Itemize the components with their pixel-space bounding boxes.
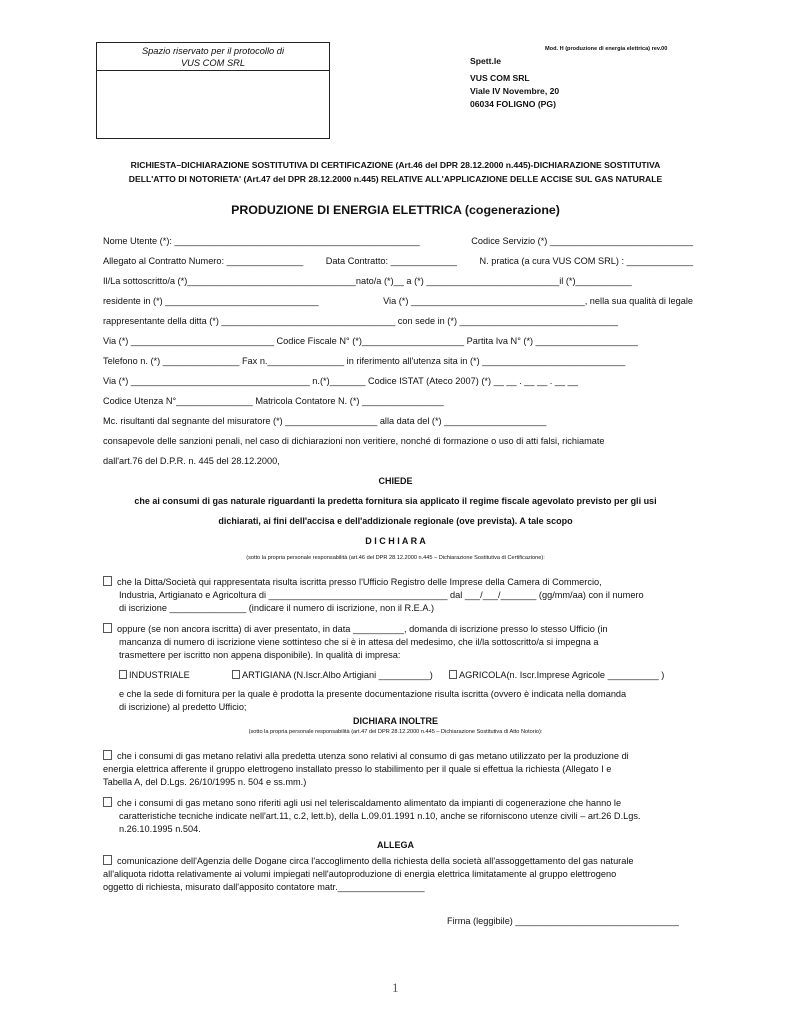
dichiara-item2-line3: trasmettere per iscritto non appena disponibile). In qualità di impresa: [119, 650, 401, 660]
dichiara-item2 [103, 623, 608, 662]
checkbox-teleriscaldamento[interactable] [103, 797, 112, 807]
codice-utenza-field[interactable]: Codice Utenza N°_______________ Matricola Contatore N. (*) ________________ [103, 396, 444, 406]
sottoscritto-field[interactable]: Il/La sottoscritto/a (*)_________________________________nato/a (*)__ a (*) __________________________il (*)___________ [103, 276, 632, 286]
dichiara-item2-line1: oppure (se non ancora iscritta) di aver presentato, in data __________, domanda di iscrizione presso lo stesso Ufficio (in [117, 624, 608, 634]
residente-field[interactable]: residente in (*) ______________________________ [103, 296, 319, 306]
protocol-box-line1: Spazio riservato per il protocollo di [141, 46, 285, 56]
inoltre-item1-line3: Tabella A, del D.Lgs. 26/10/1995 n. 504 e ss.mm.) [103, 777, 307, 787]
sede-line1: e che la sede di fornitura per la quale è prodotta la presente documentazione risulta iscritta (ovvero è indicata nella domanda [119, 689, 627, 699]
chiede-title: CHIEDE [378, 476, 413, 486]
impresa-option-artigiana [232, 670, 433, 680]
codice-fiscale-field[interactable]: Via (*) ____________________________ Codice Fiscale N° (*)____________________ Partita Iva N° (*) ____________________ [103, 336, 638, 346]
sede-fornitura-text [119, 688, 626, 714]
allega-line2: all'aliquota ridotta relativamente ai volumi impiegati nell'autoproduzione di energia elettrica limitatamente al gruppo elettrogeno [103, 869, 617, 879]
inoltre-item2 [103, 797, 640, 836]
inoltre-note: (sotto la propria personale responsabilità (art.47 del DPR 28.12.2000 n.445 – Dichiarazione Sostitutiva di Atto Notorio): [248, 729, 543, 735]
form-row-ditta [103, 316, 693, 326]
sede-line2: di iscrizione) al predetto Ufficio; [119, 702, 247, 712]
option-industriale-label: INDUSTRIALE [129, 670, 190, 680]
option-artigiana-label: ARTIGIANA (N.Iscr.Albo Artigiani __________) [242, 670, 433, 680]
form-row-istat [103, 376, 693, 386]
checkbox-artigiana[interactable] [232, 670, 240, 679]
dichiara-item1-line2: Industria, Artigianato e Agricoltura di ___________________________________ dal ___/___/_______ (gg/mm/aa) con il numero [119, 590, 644, 600]
nome-utente-field[interactable]: Nome Utente (*): ________________________________________________ [103, 236, 420, 246]
form-row-contratto [103, 256, 693, 266]
codice-istat-field[interactable]: Via (*) ___________________________________ n.(*)_______ Codice ISTAT (Ateco 2007) (*) __ __ . __ __ . __ __ [103, 376, 578, 386]
misuratore-field[interactable]: Mc. risultanti dal segnante del misuratore (*) __________________ alla data del (*) ____________________ [103, 416, 547, 426]
inoltre-item1-line1: che i consumi di gas metano relativi alla predetta utenza sono relativi al consumo di gas metano utilizzato per la produzione di [117, 751, 629, 761]
form-row-sottoscritto [103, 276, 693, 286]
inoltre-item2-line2: caratteristiche tecniche indicate nell'art.11, c.2, lett.b), della L.09.01.1991 n.10, anche se riforniscono utenze civili – art.26 D.Lgs. [119, 811, 641, 821]
telefono-field[interactable]: Telefono n. (*) _______________ Fax n._______________ in riferimento all'utenza sita in (*) ____________________________ [103, 356, 626, 366]
consapevole-text-line2: dall'art.76 del D.P.R. n. 445 del 28.12.2000, [103, 456, 280, 466]
form-row-residente [103, 296, 693, 306]
allegato-contratto-field[interactable]: Allegato al Contratto Numero: _______________ [103, 256, 304, 266]
allega-text [103, 855, 634, 894]
inoltre-item2-line1: che i consumi di gas metano sono riferiti agli usi nel teleriscaldamento alimentato da impianti di cogenerazione che hanno le [117, 798, 622, 808]
addressee-city: 06034 FOLIGNO (PG) [470, 99, 556, 109]
form-title: PRODUZIONE DI ENERGIA ELETTRICA (cogenerazione) [231, 203, 560, 217]
option-agricola-label: AGRICOLA(n. Iscr.Imprese Agricole __________ ) [459, 670, 665, 680]
checkbox-agricola[interactable] [449, 670, 457, 679]
checkbox-non-iscritta[interactable] [103, 623, 112, 633]
checkbox-iscritta[interactable] [103, 576, 112, 586]
chiede-line2: dichiarati, ai fini dell'accisa e dell'addizionale regionale (ove prevista). A tale scopo [218, 516, 573, 526]
dichiara-item2-line2: mancanza di numero di iscrizione viene sottinteso che si è in attesa del medesimo, che il/la sottoscritto/a si impegna a [119, 637, 599, 647]
checkbox-industriale[interactable] [119, 670, 127, 679]
checkbox-produzione-energia[interactable] [103, 750, 112, 760]
protocol-box-line2: VUS COM SRL [180, 58, 246, 68]
firma-field[interactable]: Firma (leggibile) ________________________________ [447, 916, 679, 926]
impresa-option-agricola [449, 670, 664, 680]
numero-pratica-field[interactable]: N. pratica (a cura VUS COM SRL) : _____________ [479, 256, 693, 266]
codice-servizio-field[interactable]: Codice Servizio (*) ____________________________ [471, 236, 693, 246]
data-contratto-field[interactable]: Data Contratto: _____________ [325, 256, 458, 266]
protocol-box-header [97, 43, 329, 71]
heading-line1: RICHIESTA–DICHIARAZIONE SOSTITUTIVA DI CERTIFICAZIONE (Art.46 del DPR 28.12.2000 n.445)-DICHIARAZIONE SOSTITUTIVA [130, 160, 661, 170]
checkbox-allega[interactable] [103, 855, 112, 865]
addressee-spett: Spett.le [470, 56, 502, 66]
allega-line3: oggetto di richiesta, misurato dall'apposito contatore matr._________________ [103, 882, 425, 892]
ditta-field[interactable]: rappresentante della ditta (*) __________________________________ con sede in (*) _______________________________ [103, 316, 618, 326]
protocol-box [96, 42, 330, 139]
form-row-misuratore [103, 416, 693, 426]
form-row-utenza [103, 396, 693, 406]
allega-title: ALLEGA [377, 840, 414, 850]
addressee-street: Viale IV Novembre, 20 [470, 86, 560, 96]
form-row-telefono [103, 356, 693, 366]
inoltre-item1 [103, 750, 629, 789]
allega-line1: comunicazione dell'Agenzia delle Dogane circa l'accoglimento della richiesta della società all'assoggettamento del gas naturale [117, 856, 634, 866]
addressee-name: VUS COM SRL [470, 73, 530, 83]
dichiara-item1-line1: che la Ditta/Società qui rappresentata risulta iscritta presso l'Ufficio Registro delle Imprese della Camera di Commercio, [117, 577, 602, 587]
inoltre-title: DICHIARA INOLTRE [353, 716, 438, 726]
impresa-options [119, 670, 190, 680]
module-label: Mod. H (produzione di energia elettrica) rev.00 [545, 46, 668, 52]
heading-line2: DELL'ATTO DI NOTORIETA' (Art.47 del DPR 28.12.2000 n.445) RELATIVE ALL'APPLICAZIONE DELLE ACCISE SUL GAS NATURALE [128, 174, 663, 184]
chiede-line1: che ai consumi di gas naturale riguardanti la predetta fornitura sia applicato il regime fiscale agevolato previsto per gli usi [134, 496, 657, 506]
dichiara-item1-line3: di iscrizione _______________ (indicare il numero di iscrizione, non il R.E.A.) [119, 603, 435, 613]
form-row-codice-fiscale [103, 336, 693, 346]
form-row-nome-utente [103, 236, 693, 246]
inoltre-item2-line3: n.26.10.1995 n.504. [119, 824, 201, 834]
dichiara-title: D I C H I A R A [365, 536, 426, 546]
page-number: 1 [392, 980, 399, 995]
inoltre-item1-line2: energia elettrica afferente il gruppo elettrogeno installato presso lo stabilimento per il quale si effettua la richiesta (Allegato I e [103, 764, 612, 774]
via-residenza-field[interactable]: Via (*) __________________________________, nella sua qualità di legale [383, 296, 693, 306]
dichiara-item1 [103, 576, 644, 615]
dichiara-note: (sotto la propria personale responsabilità (art.46 del DPR 28.12.2000 n.445 – Dichiarazione Sostitutiva di Certificazione): [246, 555, 545, 561]
consapevole-text-line1: consapevole delle sanzioni penali, nel caso di dichiarazioni non veritiere, nonché di formazione o uso di atti falsi, richiamate [103, 436, 605, 446]
